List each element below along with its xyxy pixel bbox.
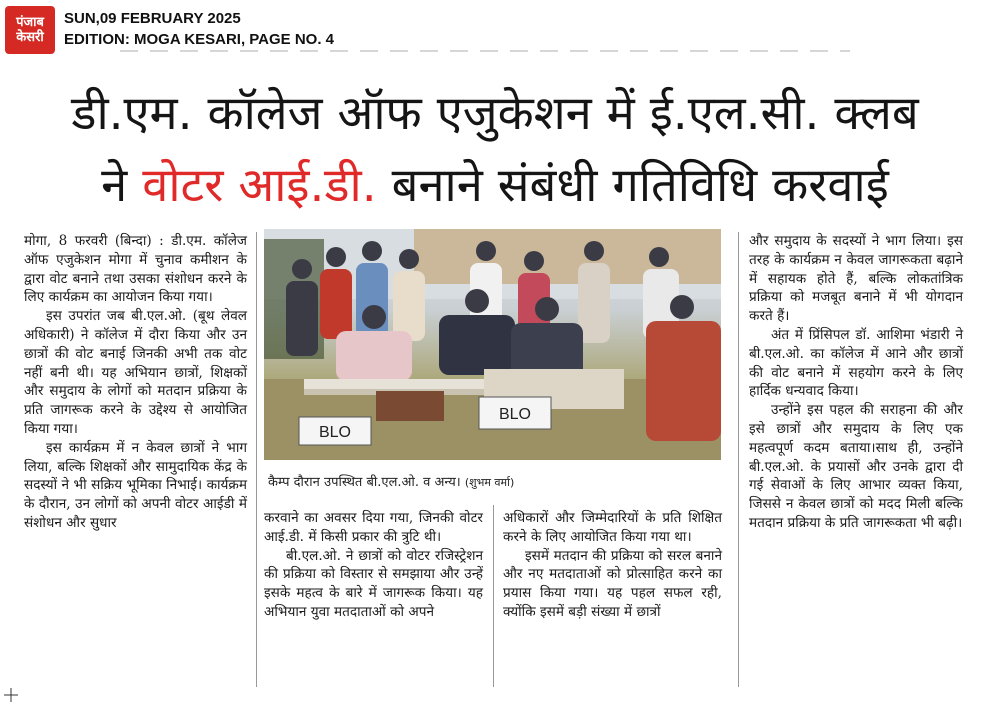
paragraph: इसमें मतदान की प्रक्रिया को सरल बनाने और नए मतदाताओं को प्रोत्साहित करने का प्रयास किया गया। यह पहल सफल रही, क्योंकि इसमें बड़ी संख्या में छात्रों [503,547,722,620]
blo-sign-right: BLO [498,406,532,423]
article-column-2 [264,509,483,622]
blo-sign-left: BLO [318,424,352,441]
logo-line-2: केसरी [16,30,44,45]
paragraph: उन्होंने इस पहल की सराहना की और इसे छात्रों और समुदाय के लिए एक महत्वपूर्ण कदम बताया।साथ ही, उन्होंने बी.एल.ओ. के प्रयासों और उनके द्वारा दी गई सेवाओं के लिए आभार व्यक्त किया, जिससे न केवल छात्रों को मदद मिली बल्कि मतदान प्रक्रिया के प्रति जागरूकता भी बढ़ी। [749,402,963,531]
paragraph: बी.एल.ओ. ने छात्रों को वोटर रजिस्ट्रेशन की प्रक्रिया को विस्तार से समझाया और उन्हें इसके महत्व के बारे में जागरूक किया। यह अभियान युवा मतदाताओं को अपने [264,547,483,620]
paragraph: और समुदाय के सदस्यों ने भाग लिया। इस तरह के कार्यक्रम न केवल जागरूकता बढ़ाने में सहायक होते हैं, बल्कि लोकतांत्रिक प्रक्रिया को मजबूत बनाने में भी योगदान करते हैं। [749,233,963,325]
column-divider [738,232,739,687]
headline-line-1: डी.एम. कॉलेज ऑफ एजुकेशन में ई.एल.सी. क्लब [71,86,919,141]
headline-line-2-end: बनाने संबंधी गतिविधि करवाई [376,158,889,213]
paragraph: इस उपरांत जब बी.एल.ओ. (बूथ लेवल अधिकारी) ने कॉलेज में दौरा किया और उन छात्रों की वोट बनाई जिनकी अभी तक वोट नहीं बनी थी। यह अभियान छात्रों, शिक्षकों और समुदाय के लोगों को मतदान प्रक्रिया के प्रति जागरूक करने के उद्देश्य से आयोजित किया गया। [24,308,247,437]
caption-text: कैम्प दौरान उपस्थित बी.एल.ओ. व अन्य। [268,475,461,490]
headline-highlight: वोटर आई.डी. [142,158,377,213]
article-column-4 [749,232,963,533]
paragraph: मोगा, 8 फरवरी (बिन्दा) : डी.एम. कॉलेज ऑफ एजुकेशन मोगा में चुनाव कमीशन के द्वारा वोट बनाने तथा उसका संशोधन करने के लिए कार्यक्रम का आयोजन किया गया। [24,233,247,306]
newspaper-logo [5,6,55,54]
headline-line-2 [20,150,970,222]
column-divider [493,505,494,687]
headline [20,78,970,222]
paragraph: अंत में प्रिंसिपल डॉ. आशिमा भंडारी ने बी.एल.ओ. का कॉलेज में आने और छात्रों की वोट बनाने में सहयोग करने के लिए हार्दिक धन्यवाद किया। [749,326,963,400]
headline-line-2-start: ने [101,158,143,213]
photo-caption [268,472,723,490]
faded-previous-text [120,50,850,52]
paragraph: इस कार्यक्रम में न केवल छात्रों ने भाग लिया, बल्कि शिक्षकों और सामुदायिक केंद्र के सदस्यों ने भी सक्रिय भूमिका निभाई। कार्यक्रम के दौरान, उन लोगों को अपनी वोटर आईडी में संशोधन और सुधार [24,439,247,531]
masthead [64,8,334,50]
article-column-1 [24,232,247,533]
paragraph: अधिकारों और जिम्मेदारियों के प्रति शिक्षित करने के लिए आयोजित किया गया था। [503,510,722,545]
crosshair-cursor-icon [4,688,18,702]
column-divider [256,232,257,687]
event-photo [264,229,721,460]
edition-date: SUN,09 FEBRUARY 2025 [64,10,241,27]
logo-line-1: पंजाब [16,15,44,30]
photo-illustration [264,229,721,460]
article-column-3 [503,509,722,622]
paragraph: करवाने का अवसर दिया गया, जिनकी वोटर आई.डी. में किसी प्रकार की त्रुटि थी। [264,510,483,545]
edition-info: EDITION: MOGA KESARI, PAGE NO. 4 [64,31,335,48]
photo-credit: (शुभम वर्मा) [464,476,515,489]
